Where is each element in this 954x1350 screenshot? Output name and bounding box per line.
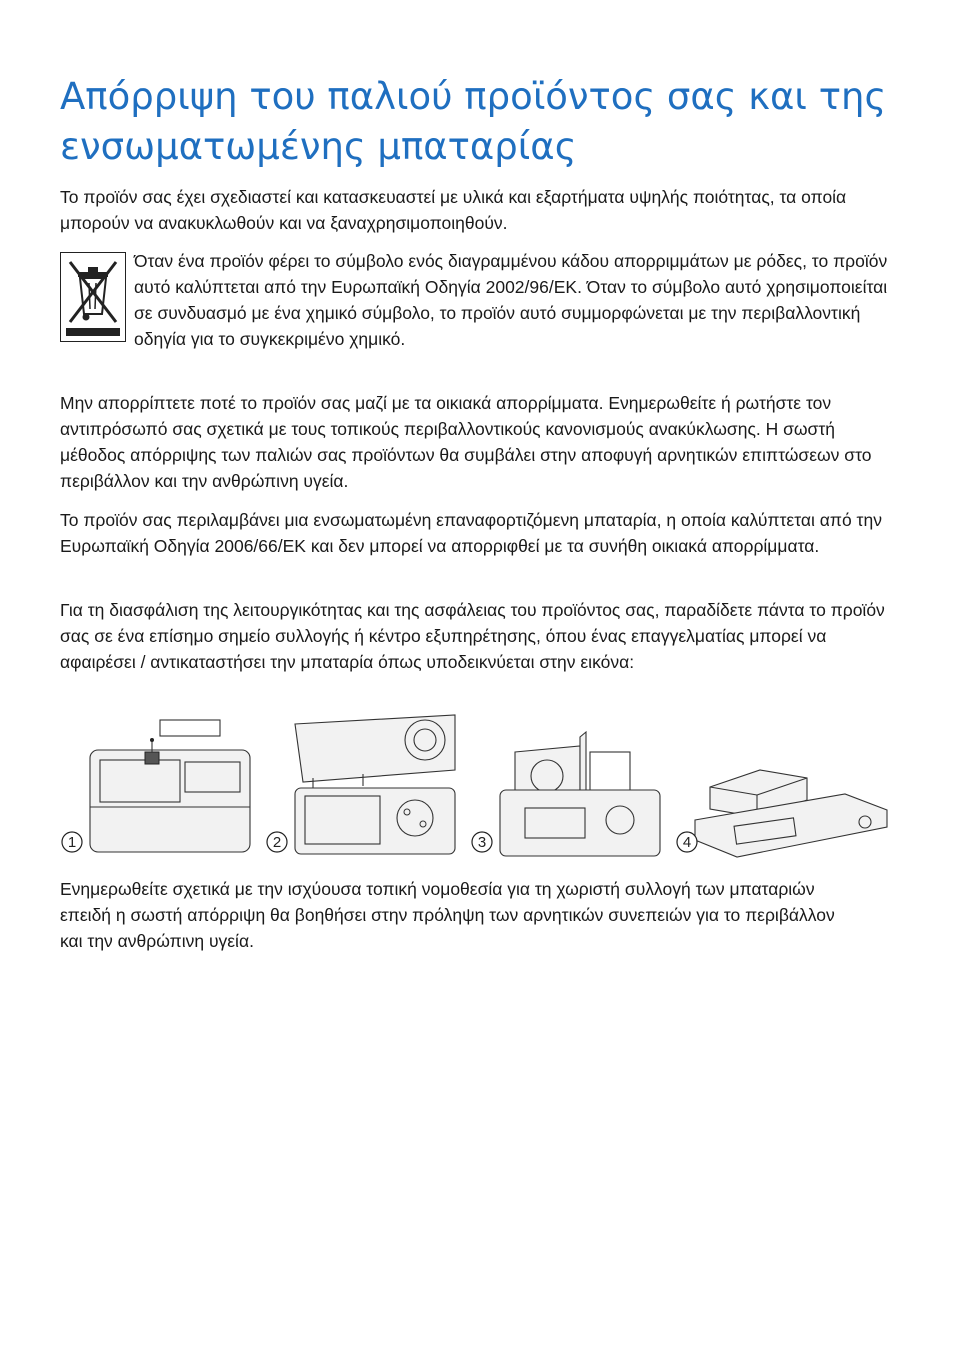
- disposal-paragraph: Μην απορρίπτετε ποτέ το προϊόν σας μαζί με τα οικιακά απορρίμματα. Ενημερωθείτε ή ρωτήστε τον αντιπρόσωπό σας σχετικά με τους τοπικούς περιβαλλοντικούς κανονισμούς ανακύκλωσης. Η σωστή μέθοδος απόρριψης των παλιών σας προϊόντων θα συμβάλει στην αποφυγή αρνητικών επιπτώσεων στο περιβάλλον και την ανθρώπινη υγεία.: [60, 393, 872, 491]
- step-2-illustration: [265, 712, 465, 862]
- step-1-illustration: [60, 712, 260, 862]
- step-4-illustration: [675, 712, 900, 862]
- battery-removal-illustrations: [60, 712, 900, 862]
- weee-paragraph: Όταν ένα προϊόν φέρει το σύμβολο ενός διαγραμμένου κάδου απορριμμάτων με ρόδες, το προϊόν αυτό καλύπτεται από την Ευρωπαϊκή Οδηγία 2002/96/ΕΚ. Όταν το σύμβολο αυτό χρησιμοποιείται σε συνδυασμό με ένα χημικό σύμβολο, το προϊόν αυτό συμμορφώνεται με την περιβαλλοντική οδηγία για το συγκεκριμένο χημικό.: [134, 251, 888, 349]
- crossed-out-wheelie-bin-icon: [60, 252, 126, 342]
- battery-paragraph: Το προϊόν σας περιλαμβάνει μια ενσωματωμένη επαναφορτιζόμενη μπαταρία, η οποία καλύπτεται από την Ευρωπαϊκή Οδηγία 2006/66/ΕΚ και δεν μπορεί να απορριφθεί με τα συνήθη οικιακά απορρίμματα.: [60, 510, 882, 556]
- step-1-number: 1: [67, 834, 77, 851]
- step-2-number: 2: [272, 834, 282, 851]
- service-paragraph: Για τη διασφάλιση της λειτουργικότητας και της ασφάλειας του προϊόντος σας, παραδίδετε πάντα το προϊόν σας σε ένα επίσημο σημείο συλλογής ή κέντρο εξυπηρέτησης, όπου ένας επαγγελματίας μπορεί να αφαιρέσει / αντικαταστήσει την μπαταρία όπως υποδεικνύεται στην εικόνα:: [60, 600, 885, 672]
- weee-paragraph-block: [60, 248, 900, 352]
- step-4-number: 4: [682, 834, 692, 851]
- intro-paragraph: Το προϊόν σας έχει σχεδιαστεί και κατασκευαστεί με υλικά και εξαρτήματα υψηλής ποιότητας, τα οποία μπορούν να ανακυκλωθούν και να ξαναχρησιμοποιηθούν.: [60, 187, 847, 233]
- step-3-illustration: [470, 712, 670, 862]
- step-3-number: 3: [477, 834, 487, 851]
- page-title: Απόρριψη του παλιού προϊόντος σας και της ενσωματωμένης μπαταρίας: [60, 75, 887, 168]
- legislation-paragraph: Ενημερωθείτε σχετικά με την ισχύουσα τοπική νομοθεσία για τη χωριστή συλλογή των μπαταριών επειδή η σωστή απόρριψη θα βοηθήσει στην πρόληψη των αρνητικών συνεπειών για το περιβάλλον και την ανθρώπινη υγεία.: [60, 879, 835, 951]
